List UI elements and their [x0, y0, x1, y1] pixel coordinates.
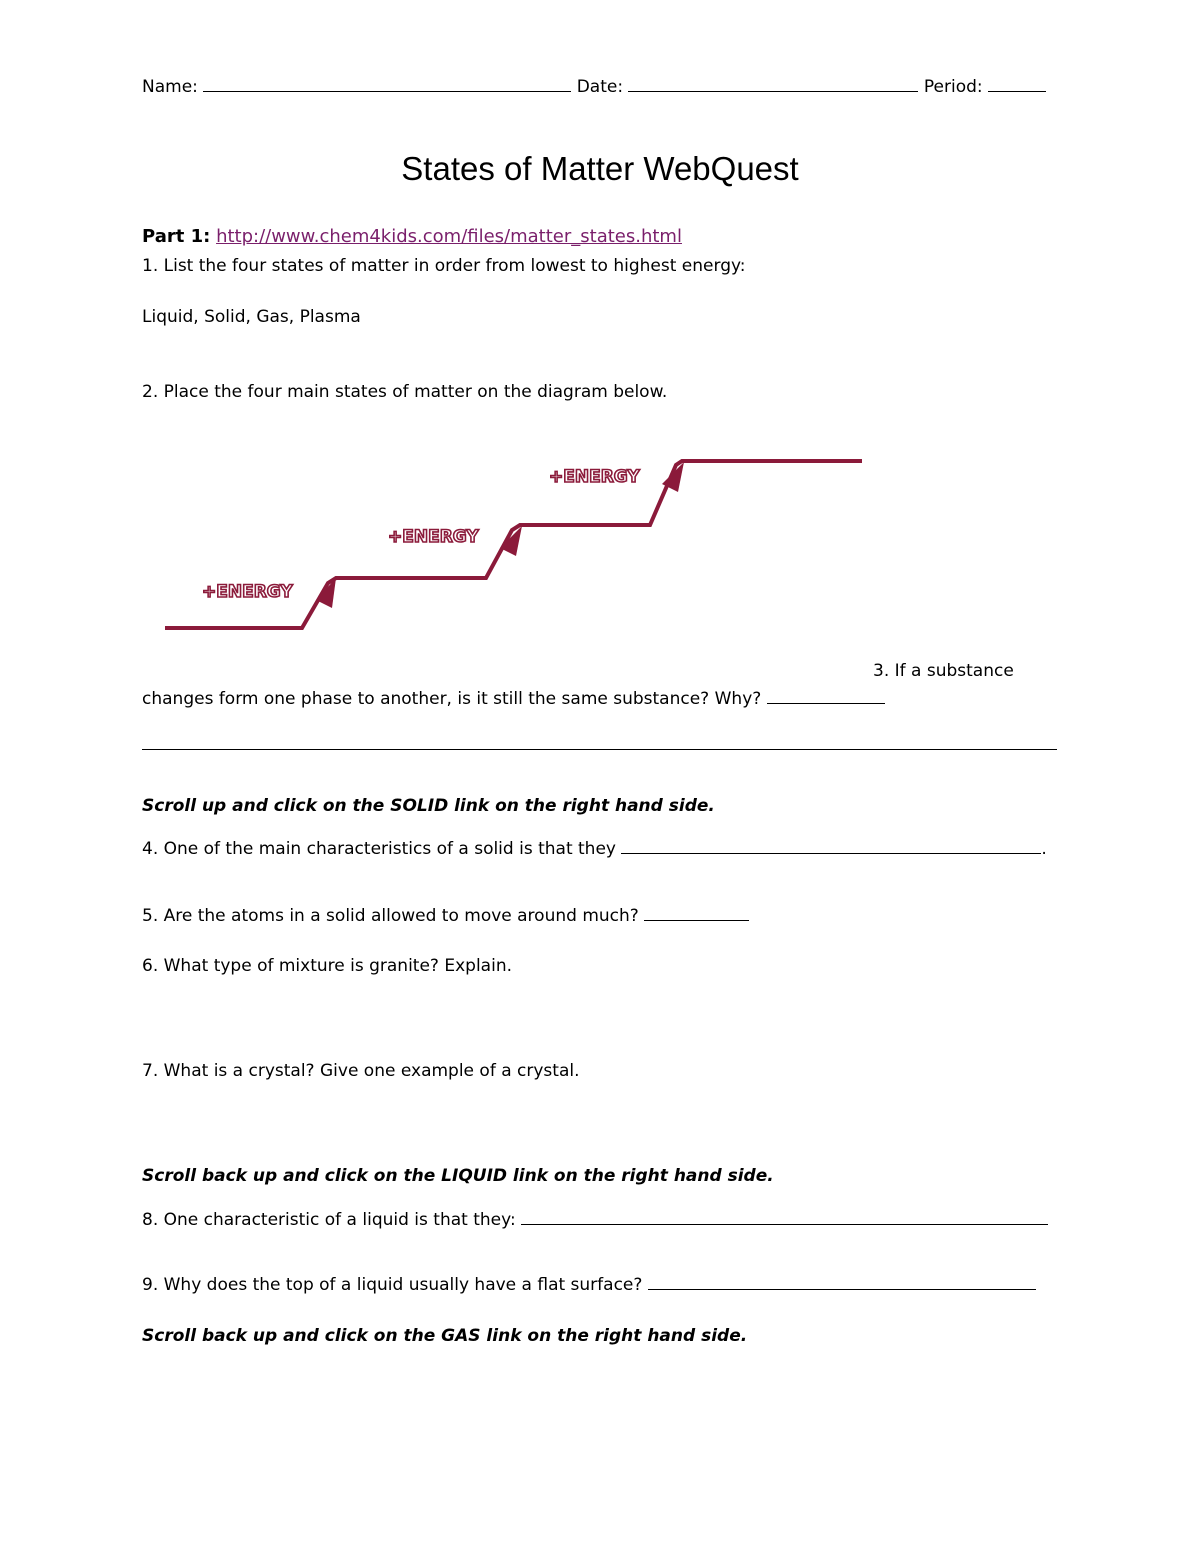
instruction-liquid: Scroll back up and click on the LIQUID link on the right hand side. [142, 1166, 774, 1186]
question-3-line [142, 686, 885, 709]
answer-1[interactable]: Liquid, Solid, Gas, Plasma [142, 307, 361, 327]
question-4-line [142, 836, 1047, 859]
name-label: Name: [142, 77, 198, 97]
energy-label-3: +ENERGY [549, 467, 640, 487]
energy-label-2: +ENERGY [388, 527, 479, 547]
answer-8-field[interactable] [521, 1207, 1048, 1225]
question-3-text: changes form one phase to another, is it still the same substance? Why? [142, 689, 762, 709]
question-3-start: 3. If a substance [873, 661, 1014, 681]
answer-9-field[interactable] [648, 1272, 1036, 1290]
question-9-text: 9. Why does the top of a liquid usually have a flat surface? [142, 1275, 643, 1295]
part1-label: Part 1: [142, 226, 211, 247]
instruction-solid: Scroll up and click on the SOLID link on the right hand side. [142, 796, 715, 816]
question-7: 7. What is a crystal? Give one example of a crystal. [142, 1061, 580, 1081]
answer-3-line[interactable] [142, 731, 1057, 750]
q4-period: . [1041, 839, 1047, 859]
question-5-text: 5. Are the atoms in a solid allowed to move around much? [142, 906, 639, 926]
question-9-line [142, 1272, 1036, 1295]
question-8-line [142, 1207, 1048, 1230]
question-4-text: 4. One of the main characteristics of a solid is that they [142, 839, 616, 859]
answer-3-field[interactable] [767, 686, 885, 704]
part1-link[interactable]: http://www.chem4kids.com/files/matter_states.html [216, 226, 682, 247]
question-5-line [142, 903, 749, 926]
question-8-text: 8. One characteristic of a liquid is that they: [142, 1210, 516, 1230]
instruction-gas: Scroll back up and click on the GAS link on the right hand side. [142, 1326, 748, 1346]
energy-label-1: +ENERGY [202, 582, 293, 602]
answer-4-field[interactable] [621, 836, 1041, 854]
page-title: States of Matter WebQuest [401, 150, 799, 187]
answer-5-field[interactable] [644, 903, 749, 921]
question-2: 2. Place the four main states of matter on the diagram below. [142, 382, 668, 402]
question-1: 1. List the four states of matter in order from lowest to highest energy: [142, 256, 746, 276]
date-label: Date: [576, 77, 624, 97]
question-6: 6. What type of mixture is granite? Explain. [142, 956, 512, 976]
period-label: Period: [923, 77, 983, 97]
